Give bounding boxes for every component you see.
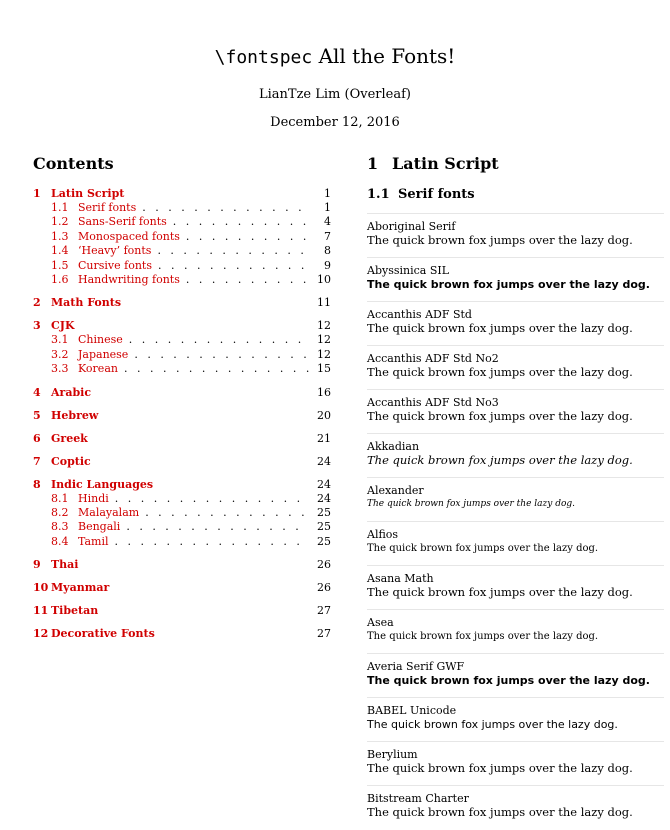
toc-subsection-label: Tamil bbox=[78, 534, 109, 548]
toc-page-number: 24 bbox=[317, 491, 331, 505]
font-sample-text: The quick brown fox jumps over the lazy dog. bbox=[367, 543, 599, 554]
toc-leader-dots bbox=[145, 506, 309, 520]
toc-subsection-label: Cursive fonts bbox=[78, 258, 152, 272]
font-sample-item bbox=[367, 213, 664, 257]
toc-section-number: 2 bbox=[33, 296, 41, 310]
font-name: Asana Math bbox=[367, 572, 434, 585]
font-sample-text: The quick brown fox jumps over the lazy dog. bbox=[367, 805, 633, 819]
toc-leader-dots bbox=[186, 230, 309, 244]
toc-subsection-label: Serif fonts bbox=[78, 201, 137, 214]
section-title: Latin Script bbox=[392, 154, 499, 173]
toc-page-number: 15 bbox=[317, 362, 331, 376]
toc-section-label: Tibetan bbox=[51, 604, 99, 618]
toc-leader-dots bbox=[142, 201, 309, 215]
toc-page-number: 16 bbox=[317, 385, 331, 399]
toc-page-number: 12 bbox=[317, 319, 331, 333]
font-sample-text: The quick brown fox jumps over the lazy dog. bbox=[367, 761, 633, 775]
toc-subsection-number: 1.4 bbox=[51, 244, 69, 258]
toc-section-number: 11 bbox=[33, 604, 49, 618]
toc-subsection-link[interactable] bbox=[33, 201, 331, 215]
font-name: Abyssinica SIL bbox=[367, 264, 450, 277]
toc-subsection-number: 8.3 bbox=[51, 520, 69, 534]
toc-section-link[interactable] bbox=[33, 478, 331, 492]
toc-page-number: 20 bbox=[317, 408, 331, 422]
toc-subsection-number: 1.1 bbox=[51, 201, 69, 214]
font-sample-item bbox=[367, 345, 664, 389]
toc-section-label: Thai bbox=[51, 558, 79, 572]
title-text: All the Fonts! bbox=[312, 44, 456, 68]
toc-section-link[interactable] bbox=[33, 409, 331, 423]
toc-subsection-number: 3.2 bbox=[51, 347, 69, 361]
toc-section-label: Hebrew bbox=[51, 408, 99, 422]
font-name: Accanthis ADF Std No2 bbox=[367, 352, 499, 365]
toc-page-number: 24 bbox=[317, 477, 331, 491]
toc-subsection-label: Handwriting fonts bbox=[78, 273, 180, 287]
toc-section-link[interactable] bbox=[33, 296, 331, 310]
font-sample-item bbox=[367, 389, 664, 433]
font-sample-text: The quick brown fox jumps over the lazy dog. bbox=[367, 674, 650, 687]
toc-leader-dots bbox=[115, 535, 309, 549]
toc-page-number: 27 bbox=[317, 627, 331, 641]
font-name: Asea bbox=[367, 616, 394, 629]
toc-section-number: 6 bbox=[33, 431, 41, 445]
toc-subsection-number: 8.4 bbox=[51, 534, 69, 548]
section-number: 1 bbox=[367, 154, 379, 173]
toc-subsection-link[interactable] bbox=[33, 535, 331, 549]
toc-section-number: 1 bbox=[33, 187, 41, 200]
document-date: December 12, 2016 bbox=[270, 115, 400, 130]
font-name: Akkadian bbox=[367, 440, 420, 453]
toc-page-number: 24 bbox=[317, 454, 331, 468]
toc-page-number: 11 bbox=[317, 296, 331, 310]
toc-subsection-number: 8.1 bbox=[51, 491, 69, 505]
toc-subsection-link[interactable] bbox=[33, 333, 331, 347]
toc-section-number: 5 bbox=[33, 408, 41, 422]
toc-section-label: Decorative Fonts bbox=[51, 627, 155, 641]
toc-subsection-label: Chinese bbox=[78, 333, 123, 347]
toc-section-link[interactable] bbox=[33, 319, 331, 333]
document-title bbox=[0, 44, 670, 68]
toc-subsection-label: ‘Heavy’ fonts bbox=[78, 244, 152, 258]
toc-leader-dots bbox=[115, 492, 309, 506]
font-sample-item bbox=[367, 433, 664, 477]
toc-section-link[interactable] bbox=[33, 581, 331, 595]
toc-subsection-label: Malayalam bbox=[78, 506, 140, 520]
toc-leader-dots bbox=[134, 348, 309, 362]
toc-subsection-number: 8.2 bbox=[51, 506, 69, 520]
toc-page-number: 7 bbox=[324, 229, 331, 243]
font-sample-text: The quick brown fox jumps over the lazy dog. bbox=[367, 233, 633, 247]
toc-leader-dots bbox=[158, 259, 309, 273]
toc-section-number: 7 bbox=[33, 454, 41, 468]
font-name: BABEL Unicode bbox=[367, 704, 457, 717]
toc-subsection-number: 3.1 bbox=[51, 333, 69, 347]
toc-subsection-number: 1.3 bbox=[51, 229, 69, 243]
font-sample-item bbox=[367, 521, 664, 565]
font-sample-text: The quick brown fox jumps over the lazy dog. bbox=[367, 585, 633, 599]
toc-subsection-link[interactable] bbox=[33, 520, 331, 534]
content-column bbox=[367, 154, 664, 829]
toc-section-number: 9 bbox=[33, 558, 41, 572]
toc-page-number: 10 bbox=[317, 273, 331, 287]
toc-section-number: 10 bbox=[33, 581, 49, 595]
toc-section-label: Math Fonts bbox=[51, 296, 122, 310]
toc-subsection-link[interactable] bbox=[33, 362, 331, 376]
font-sample-text: The quick brown fox jumps over the lazy dog. bbox=[367, 321, 633, 335]
title-command: \fontspec bbox=[214, 47, 313, 68]
toc-subsection-number: 1.6 bbox=[51, 273, 69, 287]
toc-section-label: Coptic bbox=[51, 454, 91, 468]
font-sample-text: The quick brown fox jumps over the lazy dog. bbox=[367, 278, 650, 291]
toc-subsection-number: 1.5 bbox=[51, 258, 69, 272]
toc-page-number: 4 bbox=[324, 215, 331, 229]
toc-page-number: 25 bbox=[317, 520, 331, 534]
font-sample-item bbox=[367, 609, 664, 653]
toc-section-number: 8 bbox=[33, 477, 41, 491]
toc-subsection-label: Monospaced fonts bbox=[78, 229, 180, 243]
font-sample-list bbox=[367, 213, 664, 829]
subsection-number: 1.1 bbox=[367, 187, 390, 202]
toc-section-link[interactable] bbox=[33, 432, 331, 446]
font-sample-text: The quick brown fox jumps over the lazy dog. bbox=[367, 365, 633, 379]
toc-section-label: Latin Script bbox=[51, 187, 125, 200]
toc-subsection-link[interactable] bbox=[33, 244, 331, 258]
font-name: Aboriginal Serif bbox=[367, 220, 456, 233]
toc-leader-dots bbox=[129, 333, 309, 347]
font-sample-item bbox=[367, 785, 664, 829]
toc-leader-dots bbox=[124, 362, 309, 376]
toc-subsection-link[interactable] bbox=[33, 273, 331, 287]
font-sample-item bbox=[367, 477, 664, 521]
toc-section-label: CJK bbox=[51, 319, 75, 333]
toc-section-label: Arabic bbox=[51, 385, 92, 399]
font-sample-item bbox=[367, 301, 664, 345]
toc-subsection-link[interactable] bbox=[33, 506, 331, 520]
toc-section-number: 12 bbox=[33, 627, 49, 641]
toc-section-number: 3 bbox=[33, 319, 41, 333]
toc-page-number: 8 bbox=[324, 244, 331, 258]
table-of-contents bbox=[33, 154, 331, 641]
toc-page-number: 12 bbox=[317, 347, 331, 361]
toc-leader-dots bbox=[126, 520, 309, 534]
toc-page-number: 25 bbox=[317, 506, 331, 520]
font-name: Accanthis ADF Std bbox=[367, 308, 472, 321]
toc-entries bbox=[33, 187, 331, 641]
font-name: Berylium bbox=[367, 748, 418, 761]
section-heading bbox=[367, 154, 664, 180]
font-sample-item bbox=[367, 257, 664, 301]
toc-page-number: 25 bbox=[317, 534, 331, 548]
toc-section-label: Indic Languages bbox=[51, 477, 154, 491]
toc-subsection-number: 1.2 bbox=[51, 215, 69, 229]
subsection-heading bbox=[367, 187, 664, 213]
font-sample-text: The quick brown fox jumps over the lazy dog. bbox=[367, 499, 575, 509]
toc-section-label: Myanmar bbox=[51, 581, 110, 595]
font-name: Alexander bbox=[367, 484, 424, 497]
font-sample-text: The quick brown fox jumps over the lazy dog. bbox=[367, 718, 618, 731]
toc-page-number: 26 bbox=[317, 581, 331, 595]
font-name: Accanthis ADF Std No3 bbox=[367, 396, 499, 409]
toc-subsection-number: 3.3 bbox=[51, 362, 69, 376]
toc-subsection-label: Bengali bbox=[78, 520, 121, 534]
toc-section-label: Greek bbox=[51, 431, 88, 445]
toc-page-number: 27 bbox=[317, 604, 331, 618]
toc-section-link[interactable] bbox=[33, 187, 331, 201]
document-author: LianTze Lim (Overleaf) bbox=[259, 87, 411, 102]
font-name: Bitstream Charter bbox=[367, 792, 469, 805]
toc-page-number: 26 bbox=[317, 558, 331, 572]
toc-section-link[interactable] bbox=[33, 604, 331, 618]
toc-section-link[interactable] bbox=[33, 627, 331, 641]
font-name: Alfios bbox=[367, 528, 399, 541]
toc-heading: Contents bbox=[33, 154, 114, 173]
font-name: Averia Serif GWF bbox=[367, 660, 465, 673]
font-sample-text: The quick brown fox jumps over the lazy dog. bbox=[367, 631, 599, 642]
toc-subsection-label: Korean bbox=[78, 362, 118, 376]
font-sample-text: The quick brown fox jumps over the lazy dog. bbox=[367, 453, 633, 467]
toc-page-number: 21 bbox=[317, 431, 331, 445]
toc-section-link[interactable] bbox=[33, 558, 331, 572]
font-sample-item bbox=[367, 653, 664, 697]
toc-section-link[interactable] bbox=[33, 386, 331, 400]
toc-subsection-label: Hindi bbox=[78, 491, 109, 505]
toc-subsection-link[interactable] bbox=[33, 348, 331, 362]
toc-page-number: 1 bbox=[324, 201, 331, 214]
toc-subsection-label: Sans-Serif fonts bbox=[78, 215, 167, 229]
toc-subsection-link[interactable] bbox=[33, 230, 331, 244]
toc-page-number: 9 bbox=[324, 258, 331, 272]
font-sample-item bbox=[367, 565, 664, 609]
toc-leader-dots bbox=[173, 215, 309, 229]
toc-section-link[interactable] bbox=[33, 455, 331, 469]
toc-subsection-link[interactable] bbox=[33, 492, 331, 506]
toc-subsection-link[interactable] bbox=[33, 259, 331, 273]
font-sample-item bbox=[367, 741, 664, 785]
toc-leader-dots bbox=[157, 244, 309, 258]
toc-page-number: 1 bbox=[324, 187, 331, 200]
toc-leader-dots bbox=[186, 273, 309, 287]
toc-section-number: 4 bbox=[33, 385, 41, 399]
font-sample-text: The quick brown fox jumps over the lazy dog. bbox=[367, 409, 633, 423]
toc-page-number: 12 bbox=[317, 333, 331, 347]
toc-subsection-link[interactable] bbox=[33, 215, 331, 229]
font-sample-item bbox=[367, 697, 664, 741]
toc-subsection-label: Japanese bbox=[78, 347, 129, 361]
subsection-title: Serif fonts bbox=[398, 187, 475, 202]
